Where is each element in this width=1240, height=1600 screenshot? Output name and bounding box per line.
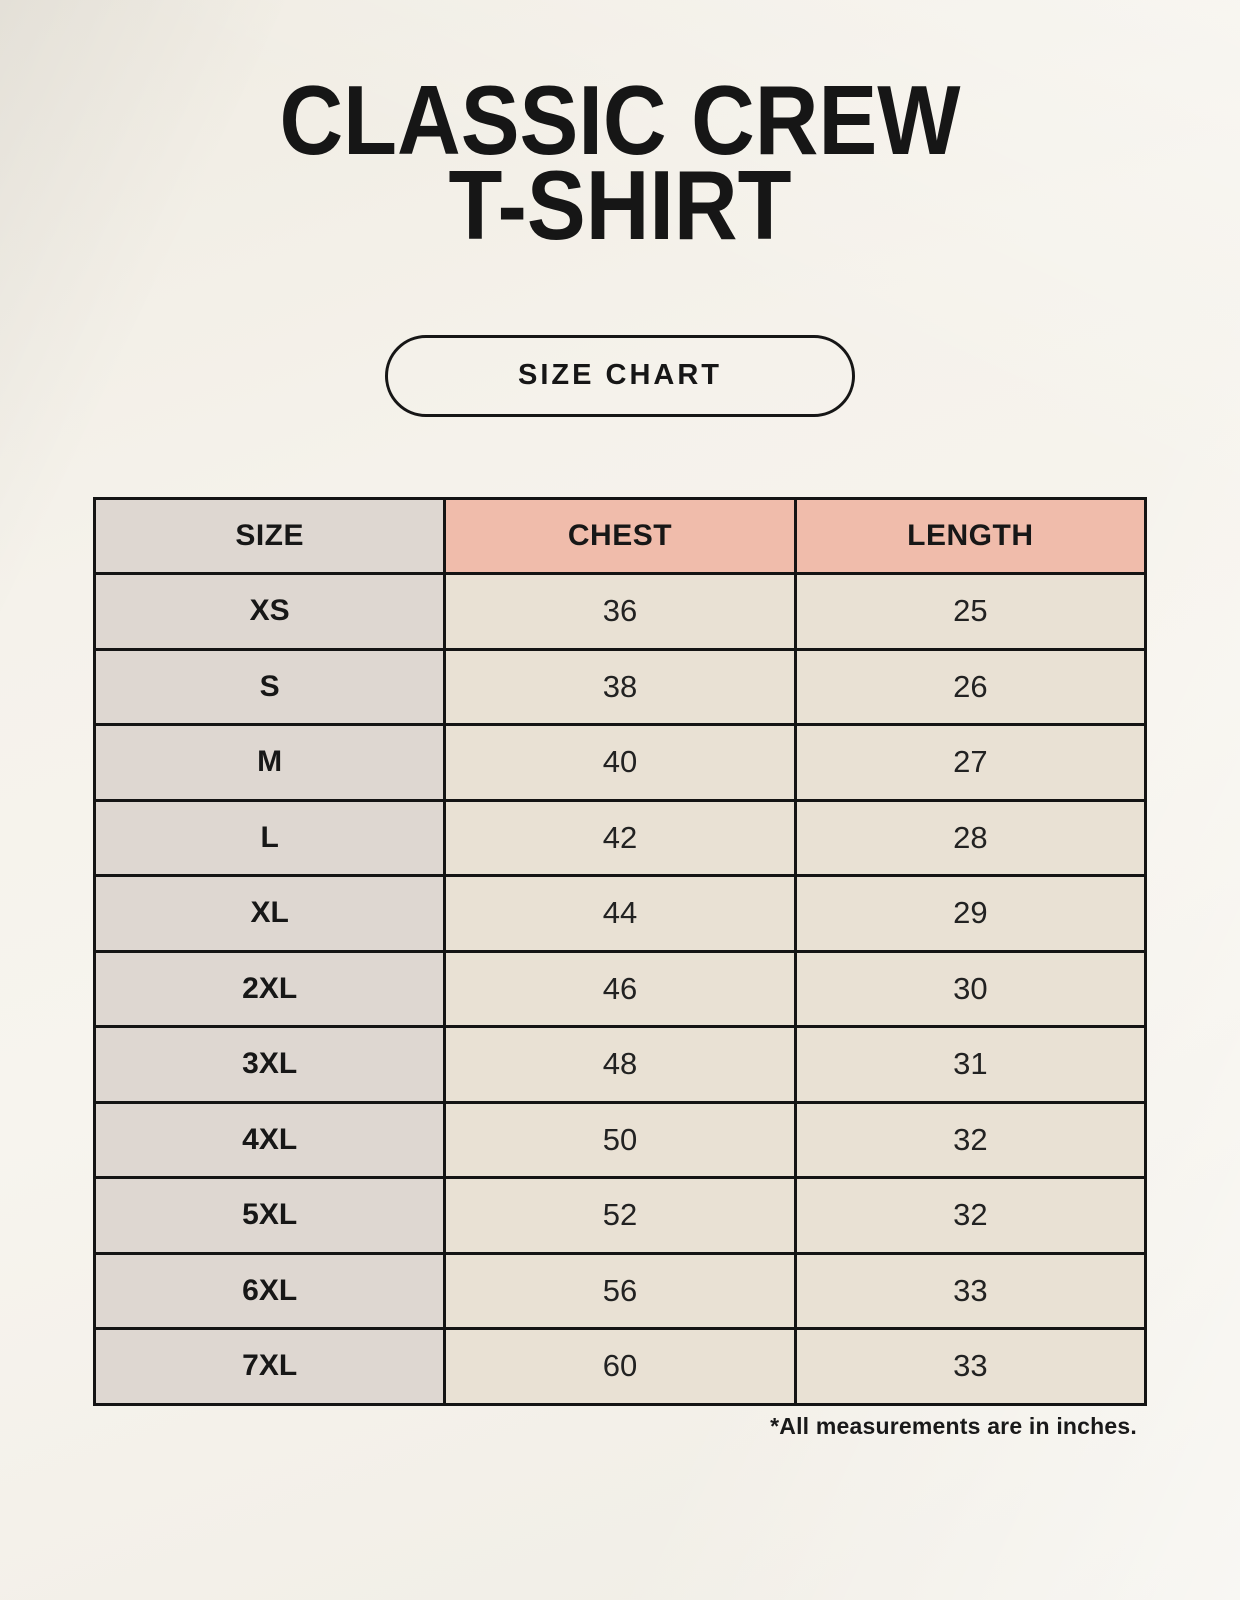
table-row bbox=[95, 876, 1146, 952]
length-cell: 32 bbox=[795, 1178, 1145, 1254]
column-header-chest: CHEST bbox=[445, 498, 795, 574]
table-row bbox=[95, 1329, 1146, 1405]
size-chart-badge bbox=[385, 335, 855, 417]
length-cell: 33 bbox=[795, 1329, 1145, 1405]
size-chart-badge-label: SIZE CHART bbox=[518, 359, 722, 391]
size-cell: XL bbox=[95, 876, 445, 952]
chest-cell: 60 bbox=[445, 1329, 795, 1405]
size-cell: 4XL bbox=[95, 1102, 445, 1178]
length-cell: 26 bbox=[795, 649, 1145, 725]
length-cell: 28 bbox=[795, 800, 1145, 876]
size-cell: 2XL bbox=[95, 951, 445, 1027]
table-row bbox=[95, 1253, 1146, 1329]
chest-cell: 56 bbox=[445, 1253, 795, 1329]
table-row bbox=[95, 574, 1146, 650]
size-cell: 7XL bbox=[95, 1329, 445, 1405]
page-title bbox=[62, 65, 1178, 261]
column-header-length: LENGTH bbox=[795, 498, 1145, 574]
chest-cell: 46 bbox=[445, 951, 795, 1027]
table-row bbox=[95, 649, 1146, 725]
table-row bbox=[95, 1178, 1146, 1254]
size-cell: L bbox=[95, 800, 445, 876]
length-cell: 29 bbox=[795, 876, 1145, 952]
chest-cell: 52 bbox=[445, 1178, 795, 1254]
size-cell: S bbox=[95, 649, 445, 725]
chest-cell: 40 bbox=[445, 725, 795, 801]
chest-cell: 36 bbox=[445, 574, 795, 650]
length-cell: 27 bbox=[795, 725, 1145, 801]
length-cell: 31 bbox=[795, 1027, 1145, 1103]
size-cell: 6XL bbox=[95, 1253, 445, 1329]
measurements-footnote: *All measurements are in inches. bbox=[770, 1412, 1137, 1439]
page-title-line2: T-SHIRT bbox=[448, 150, 792, 261]
length-cell: 25 bbox=[795, 574, 1145, 650]
chest-cell: 38 bbox=[445, 649, 795, 725]
chest-cell: 42 bbox=[445, 800, 795, 876]
chest-cell: 50 bbox=[445, 1102, 795, 1178]
length-cell: 32 bbox=[795, 1102, 1145, 1178]
length-cell: 30 bbox=[795, 951, 1145, 1027]
size-table bbox=[93, 497, 1147, 1406]
size-cell: 5XL bbox=[95, 1178, 445, 1254]
length-cell: 33 bbox=[795, 1253, 1145, 1329]
table-row bbox=[95, 1102, 1146, 1178]
table-header-row bbox=[95, 498, 1146, 574]
table-row bbox=[95, 951, 1146, 1027]
chest-cell: 44 bbox=[445, 876, 795, 952]
size-cell: 3XL bbox=[95, 1027, 445, 1103]
chest-cell: 48 bbox=[445, 1027, 795, 1103]
page-title-line1: CLASSIC CREW bbox=[279, 65, 961, 175]
table-row bbox=[95, 725, 1146, 801]
column-header-size: SIZE bbox=[95, 498, 445, 574]
size-cell: M bbox=[95, 725, 445, 801]
table-row bbox=[95, 1027, 1146, 1103]
table-row bbox=[95, 800, 1146, 876]
size-cell: XS bbox=[95, 574, 445, 650]
